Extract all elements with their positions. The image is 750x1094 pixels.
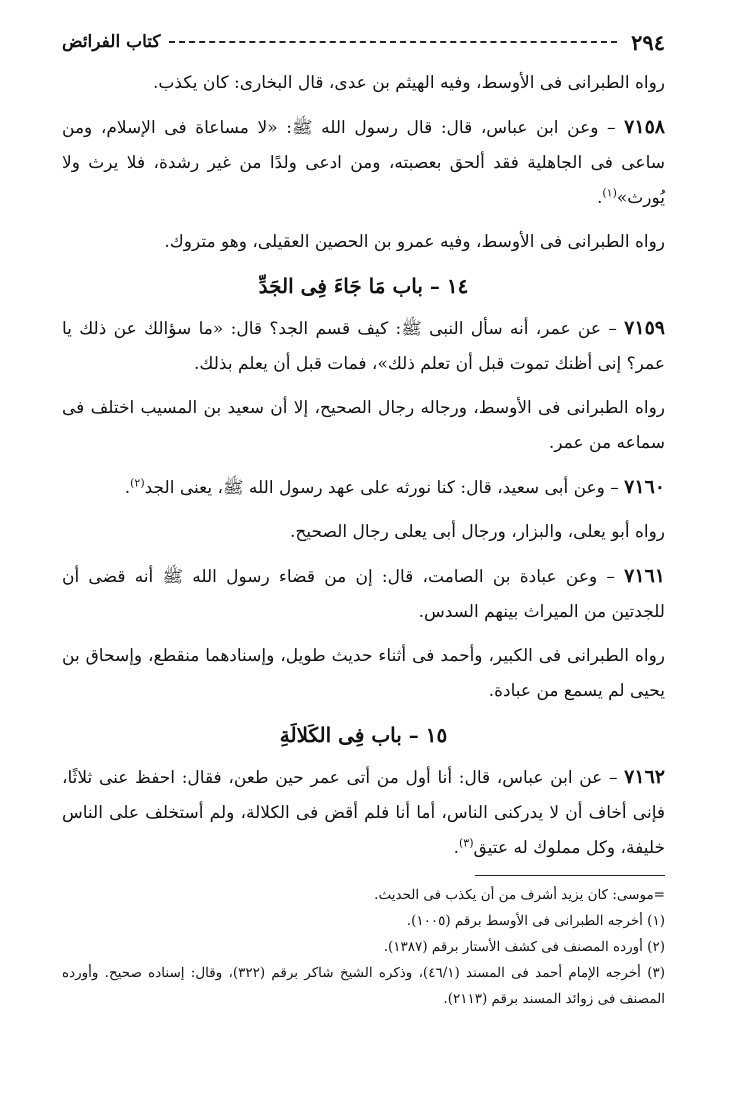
hadith-7158: ٧١٥٨ – وعن ابن عباس، قال: قال رسول الله ﷺ: «لا مساعاة فى الإسلام، ومن ساعى فى الجاهلية فقد ألحق بعصبته، ومن ادعى ولدًا من غير رشدة، فلا يرث ولا يُورث»$^{(١)}$. (62, 116, 665, 208)
header-divider (169, 41, 618, 43)
hadith-7162: ٧١٦٢ – عن ابن عباس، قال: أنا أول من أتى عمر حين طعن، فقال: احفظ عنى ثلاثًا، فإنى أخاف أن لا يدركنى الناس، أما أنا فلم أقض فى الكلالة، ولم أستخلف على الناس خليفة، وكل مملوك له عتيق$^{(٣)}$. (62, 766, 665, 858)
chapter-heading-14: ١٤ – باب مَا جَاءَ فِى الجَدِّ (258, 274, 469, 298)
hadith-number: ٧١٥٩ (624, 317, 665, 339)
footnote-continued: =موسى: كان يزيد أشرف من أن يكذب فى الحديث. (374, 887, 665, 903)
page-header (62, 28, 665, 56)
paragraph-narration-note: رواه الطبرانى فى الكبير، وأحمد فى أثناء حديث طويل، وإسنادهما منقطع، وإسحاق بن يحيى لم يسمع من عبادة. (62, 646, 665, 701)
hadith-number: ٧١٥٨ (624, 116, 665, 138)
paragraph-narration-note: رواه الطبرانى فى الأوسط، ورجاله رجال الصحيح، إلا أن سعيد بن المسيب اختلف فى سماعه من عمر. (62, 398, 665, 453)
chapter-heading-15: ١٥ – باب فِى الكَلالَةِ (279, 723, 448, 747)
paragraph-narration-note: رواه الطبرانى فى الأوسط، وفيه عمرو بن الحصين العقيلى، وهو متروك. (164, 232, 665, 252)
footnote-1: (١) أخرجه الطبرانى فى الأوسط برقم (١٠٠٥). (406, 913, 665, 929)
footnote-separator (475, 875, 665, 876)
hadith-7159: ٧١٥٩ – عن عمر، أنه سأل النبى ﷺ: كيف قسم الجد؟ قال: «ما سؤالك عن ذلك يا عمر؟ إنى أظنك تموت قبل أن تعلم ذلك»، فمات قبل أن يعلم بذلك. (62, 317, 665, 374)
hadith-number: ٧١٦٠ (624, 476, 665, 498)
hadith-number: ٧١٦٢ (624, 766, 665, 788)
footnote-ref: (٢) (130, 476, 145, 490)
footnote-ref: (١) (602, 186, 617, 200)
footnote-3: (٣) أخرجه الإمام أحمد فى المسند (٤٦/١)، وذكره الشيخ شاكر برقم (٣٢٢)، وقال: إسناده صحيح. وأورده المصنف فى زوائد المسند برقم (٢١١٣). (62, 965, 666, 1007)
hadith-7160: ٧١٦٠ – وعن أبى سعيد، قال: كنا نورثه على عهد رسول الله ﷺ، يعنى الجد$^{(٢)}$. (124, 476, 665, 498)
footnote-2: (٢) أورده المصنف فى كشف الأستار برقم (١٣٨٧). (383, 939, 665, 955)
footnote-ref: (٣) (458, 836, 474, 850)
hadith-7161: ٧١٦١ – وعن عبادة بن الصامت، قال: إن من قضاء رسول الله ﷺ أنه قضى أن للجدتين من الميراث بينهم السدس. (62, 565, 665, 622)
paragraph-narration-note: رواه أبو يعلى، والبزار، ورجال أبى يعلى رجال الصحيح. (290, 522, 665, 542)
page-number: ٢٩٤ (631, 29, 665, 55)
paragraph-narration-note: رواه الطبرانى فى الأوسط، وفيه الهيثم بن عدى، قال البخارى: كان يكذب. (153, 73, 665, 93)
hadith-number: ٧١٦١ (624, 565, 665, 587)
book-title: كتاب الفرائض (62, 32, 161, 52)
